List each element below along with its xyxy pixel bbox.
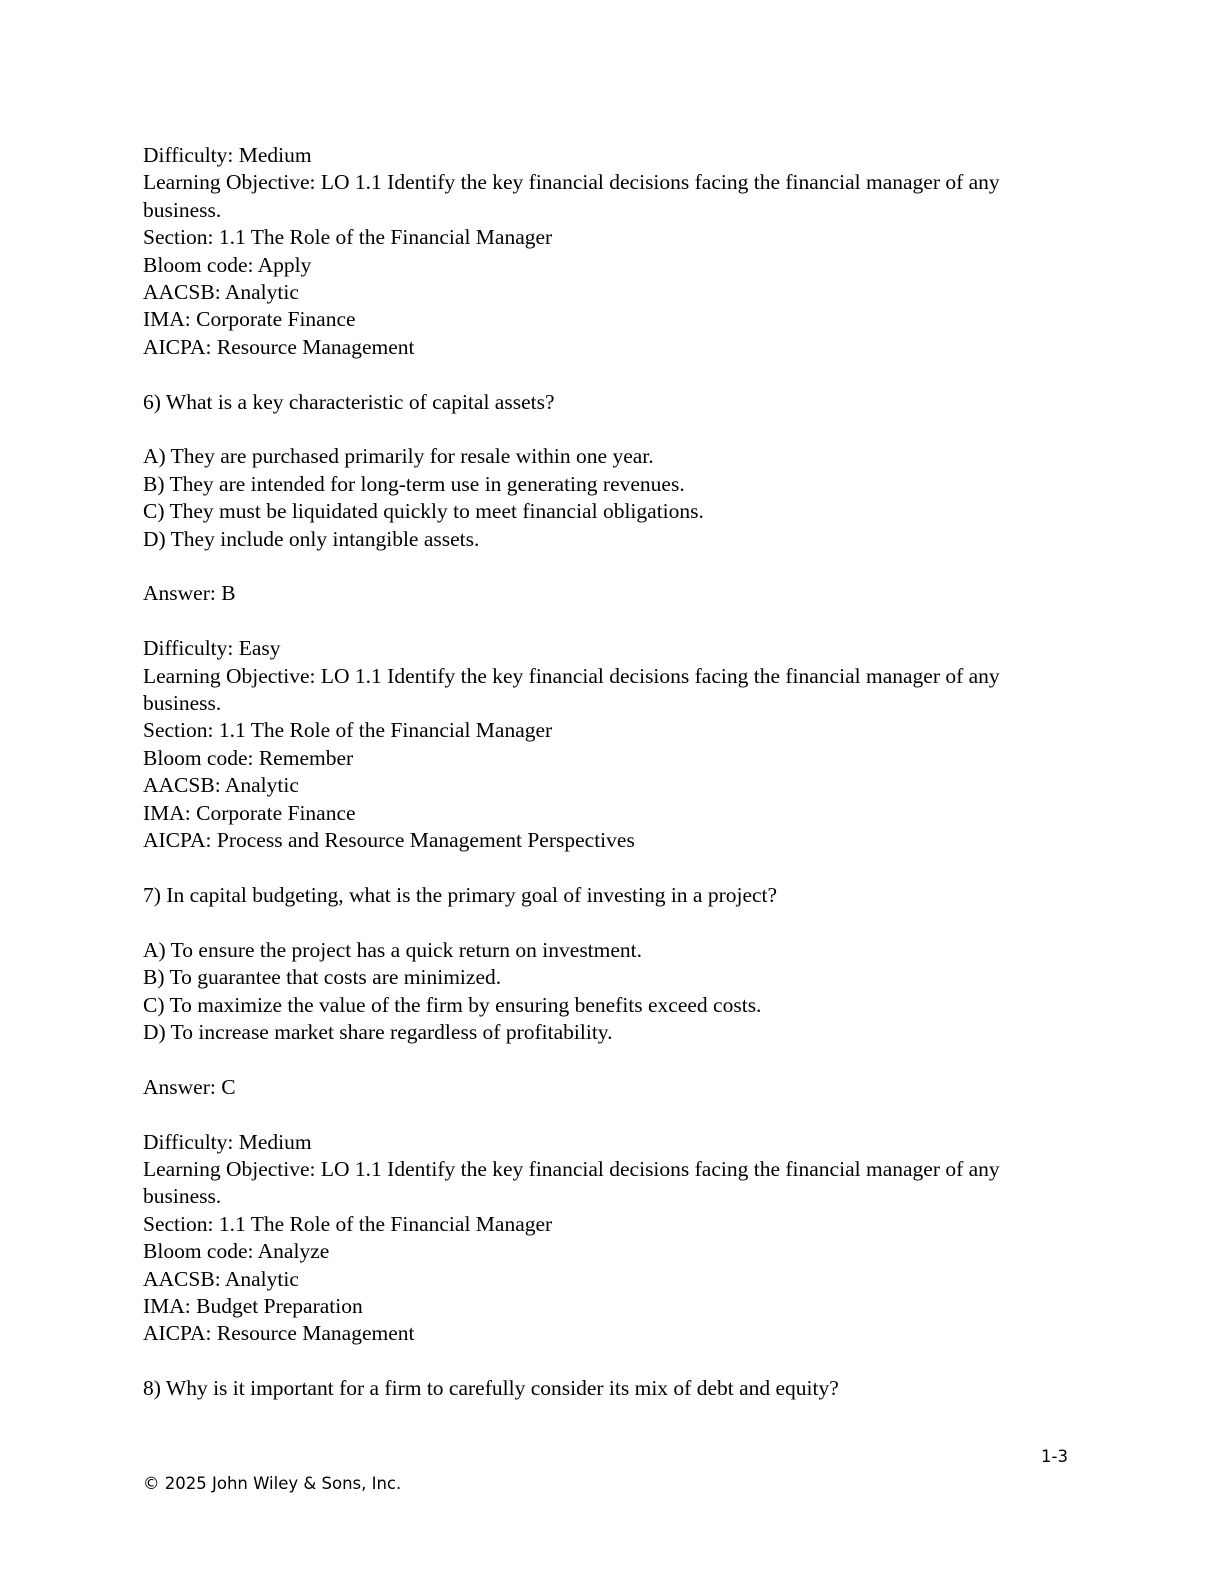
question-text: 7) In capital budgeting, what is the primary goal of investing in a project?: [143, 882, 778, 907]
option-d: D) They include only intangible assets.: [143, 526, 480, 551]
aicpa-line: AICPA: Process and Resource Management Perspectives: [143, 828, 635, 853]
question-text: 8) Why is it important for a firm to carefully consider its mix of debt and equity?: [143, 1376, 839, 1401]
spacer: [143, 1101, 1083, 1128]
question-6: [143, 389, 1083, 855]
spacer: [143, 1348, 1083, 1375]
section-line: Section: 1.1 The Role of the Financial Manager: [143, 718, 553, 743]
copyright-notice: © 2025 John Wiley & Sons, Inc.: [143, 1474, 402, 1493]
option-c: C) To maximize the value of the firm by ensuring benefits exceed costs.: [143, 992, 762, 1017]
aacsb-line: AACSB: Analytic: [143, 280, 299, 305]
option-c: C) They must be liquidated quickly to meet financial obligations.: [143, 499, 704, 524]
bloom-code-line: Bloom code: Analyze: [143, 1239, 330, 1264]
learning-objective-line: Learning Objective: LO 1.1 Identify the key financial decisions facing the financial manager of any business.: [143, 170, 1000, 222]
difficulty-line: Difficulty: Easy: [143, 636, 281, 661]
page-number: 1-3: [1041, 1447, 1068, 1466]
q5-metadata: [143, 142, 1083, 361]
question-8: [143, 1375, 1083, 1402]
option-a: A) They are purchased primarily for resale within one year.: [143, 444, 654, 469]
option-d: D) To increase market share regardless of profitability.: [143, 1019, 613, 1044]
aacsb-line: AACSB: Analytic: [143, 773, 299, 798]
section-line: Section: 1.1 The Role of the Financial Manager: [143, 225, 553, 250]
spacer: [143, 1046, 1083, 1073]
bloom-code-line: Bloom code: Remember: [143, 745, 354, 770]
difficulty-line: Difficulty: Medium: [143, 143, 312, 167]
aicpa-line: AICPA: Resource Management: [143, 1321, 415, 1346]
document-body: [143, 142, 1083, 1403]
question-7: [143, 882, 1083, 1348]
option-b: B) To guarantee that costs are minimized.: [143, 965, 502, 990]
spacer: [143, 855, 1083, 882]
spacer: [143, 909, 1083, 936]
learning-objective-line: Learning Objective: LO 1.1 Identify the key financial decisions facing the financial manager of any business.: [143, 1156, 1000, 1209]
spacer: [143, 416, 1083, 443]
answer-line: Answer: B: [143, 581, 236, 606]
section-line: Section: 1.1 The Role of the Financial Manager: [143, 1211, 553, 1236]
answer-line: Answer: C: [143, 1074, 236, 1099]
ima-line: IMA: Corporate Finance: [143, 307, 356, 332]
difficulty-line: Difficulty: Medium: [143, 1129, 312, 1154]
learning-objective-line: Learning Objective: LO 1.1 Identify the key financial decisions facing the financial manager of any business.: [143, 663, 1000, 716]
spacer: [143, 361, 1083, 388]
spacer: [143, 553, 1083, 580]
spacer: [143, 608, 1083, 635]
bloom-code-line: Bloom code: Apply: [143, 252, 312, 277]
option-b: B) They are intended for long-term use in generating revenues.: [143, 471, 685, 496]
aicpa-line: AICPA: Resource Management: [143, 334, 415, 359]
question-text: 6) What is a key characteristic of capital assets?: [143, 389, 555, 414]
ima-line: IMA: Corporate Finance: [143, 800, 356, 825]
option-a: A) To ensure the project has a quick return on investment.: [143, 937, 643, 962]
ima-line: IMA: Budget Preparation: [143, 1293, 363, 1318]
aacsb-line: AACSB: Analytic: [143, 1266, 299, 1291]
